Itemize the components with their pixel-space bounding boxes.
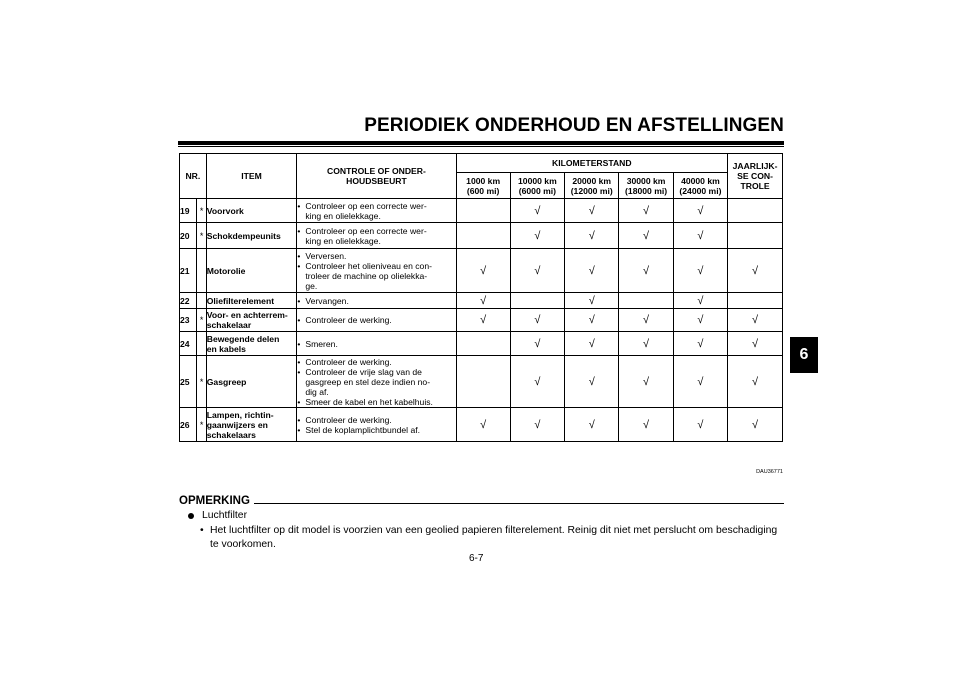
row-item: Voor- en achterrem- schakelaar	[206, 309, 297, 332]
checkmark-icon: √	[588, 204, 595, 217]
control-step: • Controleer de werking.	[297, 415, 455, 425]
bullet-icon: •	[200, 525, 204, 536]
control-step: • Controleer de werking.	[297, 315, 455, 325]
row-controls	[297, 356, 456, 408]
row-number: 21	[180, 249, 197, 293]
check-cell	[619, 408, 673, 442]
header-km-col: 30000 km (18000 mi)	[619, 173, 673, 199]
check-cell	[728, 408, 783, 442]
checkmark-icon: √	[588, 337, 595, 350]
header-item: ITEM	[206, 154, 297, 199]
row-star-marker: *	[197, 408, 206, 442]
row-number: 23	[180, 309, 197, 332]
table-row	[180, 332, 783, 356]
checkmark-icon: √	[480, 314, 487, 326]
checkmark-icon: √	[588, 375, 595, 388]
row-number: 24	[180, 332, 197, 356]
check-cell	[456, 223, 510, 249]
check-cell	[619, 309, 673, 332]
table-row	[180, 249, 783, 293]
check-cell	[728, 199, 783, 223]
checkmark-icon: √	[480, 418, 487, 431]
control-step: • Controleer op een correcte wer- king en olielekkage.	[297, 226, 455, 246]
row-star-marker	[197, 293, 206, 309]
row-item: Motorolie	[206, 249, 297, 293]
check-cell	[619, 199, 673, 223]
checkmark-icon: √	[588, 314, 595, 326]
title-rule	[178, 141, 784, 145]
checkmark-icon: √	[643, 418, 650, 431]
checkmark-icon: √	[534, 229, 541, 242]
row-star-marker: *	[197, 309, 206, 332]
check-cell	[510, 309, 564, 332]
checkmark-icon: √	[534, 418, 541, 431]
row-number: 20	[180, 223, 197, 249]
control-step: • Controleer het olieniveau en con- troleer de machine op olielekka- ge.	[297, 261, 455, 291]
check-cell	[456, 249, 510, 293]
row-controls	[297, 332, 456, 356]
check-cell	[673, 199, 727, 223]
table-row	[180, 408, 783, 442]
checkmark-icon: √	[480, 264, 487, 277]
row-item: Gasgreep	[206, 356, 297, 408]
header-nr: NR.	[180, 154, 207, 199]
table-row	[180, 293, 783, 309]
row-controls	[297, 223, 456, 249]
page-title: PERIODIEK ONDERHOUD EN AFSTELLINGEN	[364, 115, 784, 136]
checkmark-icon: √	[643, 264, 650, 277]
row-number: 26	[180, 408, 197, 442]
checkmark-icon: √	[588, 418, 595, 431]
check-cell	[619, 293, 673, 309]
checkmark-icon: √	[534, 204, 541, 217]
checkmark-icon: √	[697, 375, 704, 388]
header-km-col: 20000 km (12000 mi)	[565, 173, 619, 199]
row-controls	[297, 199, 456, 223]
row-item: Voorvork	[206, 199, 297, 223]
note-sub-text: Het luchtfilter op dit model is voorzien van een geolied papieren filterelement. Reinig dit niet met perslucht om beschadiging te voorkomen.	[210, 525, 778, 550]
check-cell	[728, 249, 783, 293]
checkmark-icon: √	[697, 294, 704, 307]
checkmark-icon: √	[697, 418, 704, 431]
check-cell	[619, 223, 673, 249]
row-controls	[297, 293, 456, 309]
check-cell	[510, 408, 564, 442]
checkmark-icon: √	[643, 229, 650, 242]
checkmark-icon: √	[643, 375, 650, 388]
note-heading: OPMERKING	[179, 495, 250, 507]
row-star-marker: *	[197, 223, 206, 249]
check-cell	[728, 356, 783, 408]
check-cell	[619, 249, 673, 293]
check-cell	[728, 309, 783, 332]
row-item: Oliefilterelement	[206, 293, 297, 309]
note-item	[188, 510, 247, 521]
checkmark-icon: √	[697, 314, 704, 326]
check-cell	[728, 223, 783, 249]
row-item: Schokdempeunits	[206, 223, 297, 249]
doc-code: DAU36771	[756, 469, 783, 475]
check-cell	[456, 408, 510, 442]
control-step: • Controleer op een correcte wer- king en olielekkage.	[297, 201, 455, 221]
control-step: • Controleer de vrije slag van de gasgreep en stel deze indien no- dig af.	[297, 367, 455, 397]
checkmark-icon: √	[643, 204, 650, 217]
checkmark-icon: √	[534, 314, 541, 326]
checkmark-icon: √	[588, 264, 595, 277]
check-cell	[565, 408, 619, 442]
check-cell	[565, 332, 619, 356]
control-step: • Vervangen.	[297, 296, 455, 306]
check-cell	[619, 332, 673, 356]
row-controls	[297, 249, 456, 293]
check-cell	[510, 332, 564, 356]
checkmark-icon: √	[480, 294, 487, 307]
check-cell	[510, 293, 564, 309]
checkmark-icon: √	[697, 204, 704, 217]
check-cell	[510, 223, 564, 249]
row-controls	[297, 408, 456, 442]
control-step: • Stel de koplamplichtbundel af.	[297, 425, 455, 435]
check-cell	[673, 332, 727, 356]
header-km-col: 1000 km (600 mi)	[456, 173, 510, 199]
check-cell	[456, 199, 510, 223]
bullet-icon	[188, 513, 194, 519]
checkmark-icon: √	[697, 337, 704, 350]
checkmark-icon: √	[534, 337, 541, 350]
check-cell	[673, 408, 727, 442]
checkmark-icon: √	[643, 314, 650, 326]
checkmark-icon: √	[752, 337, 759, 350]
control-step: • Controleer de werking.	[297, 357, 455, 367]
checkmark-icon: √	[588, 229, 595, 242]
check-cell	[673, 249, 727, 293]
table-row	[180, 223, 783, 249]
check-cell	[565, 249, 619, 293]
checkmark-icon: √	[752, 314, 759, 326]
row-item: Lampen, richtin- gaanwijzers en schakelaars	[206, 408, 297, 442]
check-cell	[673, 309, 727, 332]
header-km-col: 10000 km (6000 mi)	[510, 173, 564, 199]
checkmark-icon: √	[697, 264, 704, 277]
check-cell	[673, 293, 727, 309]
title-rule-thin	[178, 146, 784, 147]
row-number: 25	[180, 356, 197, 408]
check-cell	[619, 356, 673, 408]
row-star-marker	[197, 249, 206, 293]
note-item-label: Luchtfilter	[202, 510, 248, 521]
checkmark-icon: √	[534, 375, 541, 388]
check-cell	[456, 356, 510, 408]
row-item: Bewegende delen en kabels	[206, 332, 297, 356]
checkmark-icon: √	[588, 294, 595, 307]
row-star-marker: *	[197, 356, 206, 408]
check-cell	[565, 199, 619, 223]
check-cell	[456, 332, 510, 356]
check-cell	[510, 356, 564, 408]
header-annual: JAARLIJK- SE CON- TROLE	[728, 154, 783, 199]
check-cell	[673, 223, 727, 249]
check-cell	[510, 249, 564, 293]
note-sub	[200, 524, 785, 551]
control-step: • Smeer de kabel en het kabelhuis.	[297, 397, 455, 407]
chapter-tab: 6	[790, 337, 818, 373]
row-controls	[297, 309, 456, 332]
checkmark-icon: √	[752, 264, 759, 277]
check-cell	[673, 356, 727, 408]
check-cell	[565, 223, 619, 249]
check-cell	[728, 332, 783, 356]
check-cell	[565, 293, 619, 309]
row-star-marker	[197, 332, 206, 356]
header-km-col: 40000 km (24000 mi)	[673, 173, 727, 199]
checkmark-icon: √	[697, 229, 704, 242]
row-number: 19	[180, 199, 197, 223]
note-heading-row	[179, 495, 784, 507]
table-row	[180, 199, 783, 223]
check-cell	[565, 356, 619, 408]
table-row	[180, 356, 783, 408]
checkmark-icon: √	[643, 337, 650, 350]
note-rule	[254, 503, 784, 504]
header-km-group: KILOMETERSTAND	[456, 154, 728, 173]
control-step: • Verversen.	[297, 251, 455, 261]
header-control: CONTROLE OF ONDER- HOUDSBEURT	[297, 154, 456, 199]
page-number: 6-7	[469, 553, 484, 564]
control-step: • Smeren.	[297, 339, 455, 349]
check-cell	[728, 293, 783, 309]
checkmark-icon: √	[534, 264, 541, 277]
row-number: 22	[180, 293, 197, 309]
maintenance-table	[179, 153, 783, 442]
check-cell	[510, 199, 564, 223]
table-row	[180, 309, 783, 332]
row-star-marker: *	[197, 199, 206, 223]
checkmark-icon: √	[752, 418, 759, 431]
check-cell	[456, 309, 510, 332]
check-cell	[565, 309, 619, 332]
check-cell	[456, 293, 510, 309]
checkmark-icon: √	[752, 375, 759, 388]
